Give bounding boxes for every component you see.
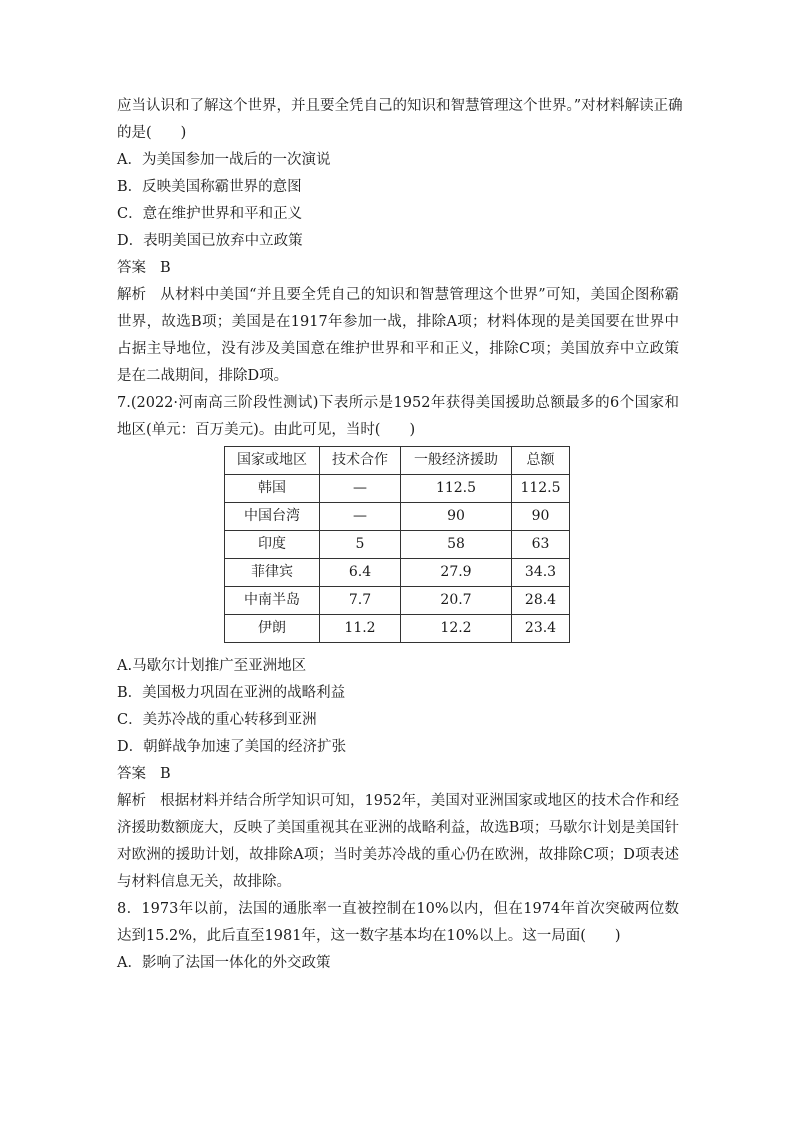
table-cell: 34.3	[512, 559, 570, 587]
table-row	[225, 559, 570, 587]
table-cell: 6.4	[320, 559, 401, 587]
table-cell: —	[320, 475, 401, 503]
table-row	[225, 615, 570, 643]
q7-answer	[117, 761, 679, 788]
table-header-cell: 一般经济援助	[401, 447, 512, 475]
table-cell: 印度	[225, 531, 320, 559]
table-cell: 90	[512, 503, 570, 531]
table-header-cell: 国家或地区	[225, 447, 320, 475]
q6-analysis	[117, 282, 679, 390]
table-cell: 12.2	[401, 615, 512, 643]
table-header-row	[225, 447, 570, 475]
q6-answer-value: B	[160, 260, 171, 276]
q8-option-a: A．影响了法国一体化的外交政策	[117, 955, 331, 971]
table-cell: 7.7	[320, 587, 401, 615]
q6-stem-line1: 应当认识和了解这个世界，并且要全凭自己的知识和智慧管理这个世界。”对材料解读正确	[117, 98, 683, 114]
q8-stem: 8．1973年以前，法国的通胀率一直被控制在10%以内，但在1974年首次突破两位数达到15.2%，此后直至1981年，这一数字基本均在10%以上。这一局面( )	[117, 901, 679, 944]
q7-analysis	[117, 788, 679, 896]
q7-option-b: B．美国极力巩固在亚洲的战略利益	[117, 685, 346, 701]
q6-analysis-text: 从材料中美国“并且要全凭自己的知识和智慧管理这个世界”可知，美国企图称霸世界，故选B项；美国是在1917年参加一战，排除A项；材料体现的是美国要在世界中占据主导地位，没有涉及美国意在维护世界和平和正义，排除C项；美国放弃中立政策是在二战期间，排除D项。	[117, 287, 679, 384]
table-cell: 中国台湾	[225, 503, 320, 531]
q7-option-d: D．朝鲜战争加速了美国的经济扩张	[117, 739, 347, 755]
table-cell: 5	[320, 531, 401, 559]
q7-analysis-text: 根据材料并结合所学知识可知，1952年，美国对亚洲国家或地区的技术合作和经济援助数额庞大，反映了美国重视其在亚洲的战略利益，故选B项；马歇尔计划是美国针对欧洲的援助计划，故排除A项；当时美苏冷战的重心仍在欧洲，故排除C项；D项表述与材料信息无关，故排除。	[117, 793, 679, 890]
q6-analysis-label: 解析	[117, 287, 146, 303]
table-cell: 63	[512, 531, 570, 559]
q7-analysis-label: 解析	[117, 793, 146, 809]
q6-option-a: A．为美国参加一战后的一次演说	[117, 152, 331, 168]
table-cell: 112.5	[401, 475, 512, 503]
table-cell: 菲律宾	[225, 559, 320, 587]
q7-option-c: C．美苏冷战的重心转移到亚洲	[117, 712, 317, 728]
table-cell: 90	[401, 503, 512, 531]
q6-option-c: C．意在维护世界和平和正义	[117, 206, 303, 222]
table-cell: 20.7	[401, 587, 512, 615]
table-cell: 11.2	[320, 615, 401, 643]
table-row	[225, 587, 570, 615]
q6-stem-line2: 的是( )	[117, 125, 187, 141]
q6-answer-label: 答案	[117, 260, 146, 276]
table-cell: 58	[401, 531, 512, 559]
table-cell: 中南半岛	[225, 587, 320, 615]
table-row	[225, 475, 570, 503]
q6-option-d: D．表明美国已放弃中立政策	[117, 233, 303, 249]
table-cell: 23.4	[512, 615, 570, 643]
q6-answer	[117, 255, 679, 282]
q7-answer-value: B	[160, 766, 171, 782]
q7-aid-table	[224, 446, 570, 643]
table-row	[225, 503, 570, 531]
table-header-cell: 技术合作	[320, 447, 401, 475]
table-cell: 112.5	[512, 475, 570, 503]
table-cell: 27.9	[401, 559, 512, 587]
table-header-cell: 总额	[512, 447, 570, 475]
table-cell: 28.4	[512, 587, 570, 615]
q7-stem: 7.(2022·河南高三阶段性测试)下表所示是1952年获得美国援助总额最多的6个国家和地区(单元：百万美元)。由此可见，当时( )	[117, 395, 679, 438]
table-row	[225, 531, 570, 559]
q7-answer-label: 答案	[117, 766, 146, 782]
table-cell: —	[320, 503, 401, 531]
q7-option-a: A.马歇尔计划推广至亚洲地区	[117, 658, 307, 674]
page-content	[117, 93, 683, 977]
table-cell: 伊朗	[225, 615, 320, 643]
q6-option-b: B．反映美国称霸世界的意图	[117, 179, 302, 195]
table-cell: 韩国	[225, 475, 320, 503]
